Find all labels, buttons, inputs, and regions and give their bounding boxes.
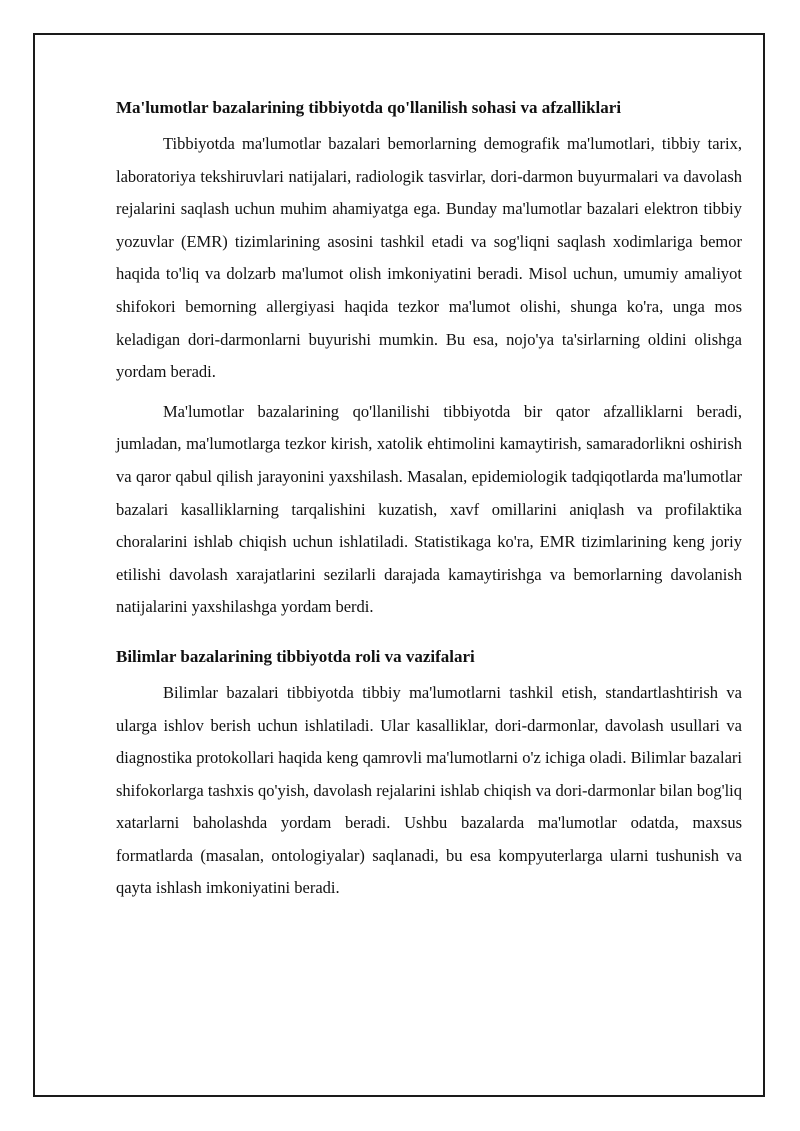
paragraph-databases-advantages: Ma'lumotlar bazalarining qo'llanilishi tibbiyotda bir qator afzalliklarni beradi, jumladan, ma'lumotlarga tezkor kirish, xatolik ehtimolini kamaytirish, samaradorlikni oshirish va qaror qabul qilish jarayonini yaxshilash. Masalan, epidemiologik tadqiqotlarda ma'lumotlar bazalari kasalliklarning tarqalishini kuzatish, xavf omillarini aniqlash va profilaktika choralarini ishlab chiqish uchun ishlatiladi. Statistikaga ko'ra, EMR tizimlarining keng joriy etilishi davolash xarajatlarini sezilarli darajada kamaytirishga va bemorlarning davolanish natijalarini yaxshilashga yordam berdi. bbox=[116, 401, 742, 617]
section-heading-databases-applications: Ma'lumotlar bazalarining tibbiyotda qo'llanilish sohasi va afzalliklari bbox=[116, 98, 622, 117]
section-heading-knowledge-bases-role: Bilimlar bazalarining tibbiyotda roli va vazifalari bbox=[116, 646, 475, 666]
paragraph-databases-importance: Tibbiyotda ma'lumotlar bazalari bemorlarning demografik ma'lumotlari, tibbiy tarix, laboratoriya tekshiruvlari natijalari, radiologik tasvirlar, dori-darmon buyurmalari va davolash rejalarini saqlash uchun muhim ahamiyatga ega. Bunday ma'lumotlar bazalari elektron tibbiy yozuvlar (EMR) tizimlarining asosini tashkil etadi va sog'liqni saqlash xodimlariga bemor haqida to'liq va dolzarb ma'lumot olish imkoniyatini beradi. Misol uchun, umumiy amaliyot shifokori bemorning allergiyasi haqida tezkor ma'lumot olishi, shunga ko'ra, unga mos keladigan dori-darmonlarni buyurishi mumkin. Bu esa, nojo'ya ta'sirlarning oldini olishga yordam beradi. bbox=[116, 134, 742, 382]
paragraph-knowledge-bases: Bilimlar bazalari tibbiyotda tibbiy ma'lumotlarni tashkil etish, standartlashtirish va ularga ishlov berish uchun ishlatiladi. Ular kasalliklar, dori-darmonlar, davolash usullari va diagnostika protokollari haqida keng qamrovli ma'lumotlarni o'z ichiga oladi. Bilimlar bazalari shifokorlarga tashxis qo'yish, davolash rejalarini ishlab chiqish va dori-darmonlar bilan bog'liq xatarlarni baholashda yordam beradi. Ushbu bazalarda ma'lumotlar odatda, maxsus formatlarda (masalan, ontologiyalar) saqlanadi, bu esa kompyuterlarga ularni tushunish va qayta ishlash imkoniyatini beradi. bbox=[116, 682, 742, 898]
document-body bbox=[116, 96, 742, 912]
